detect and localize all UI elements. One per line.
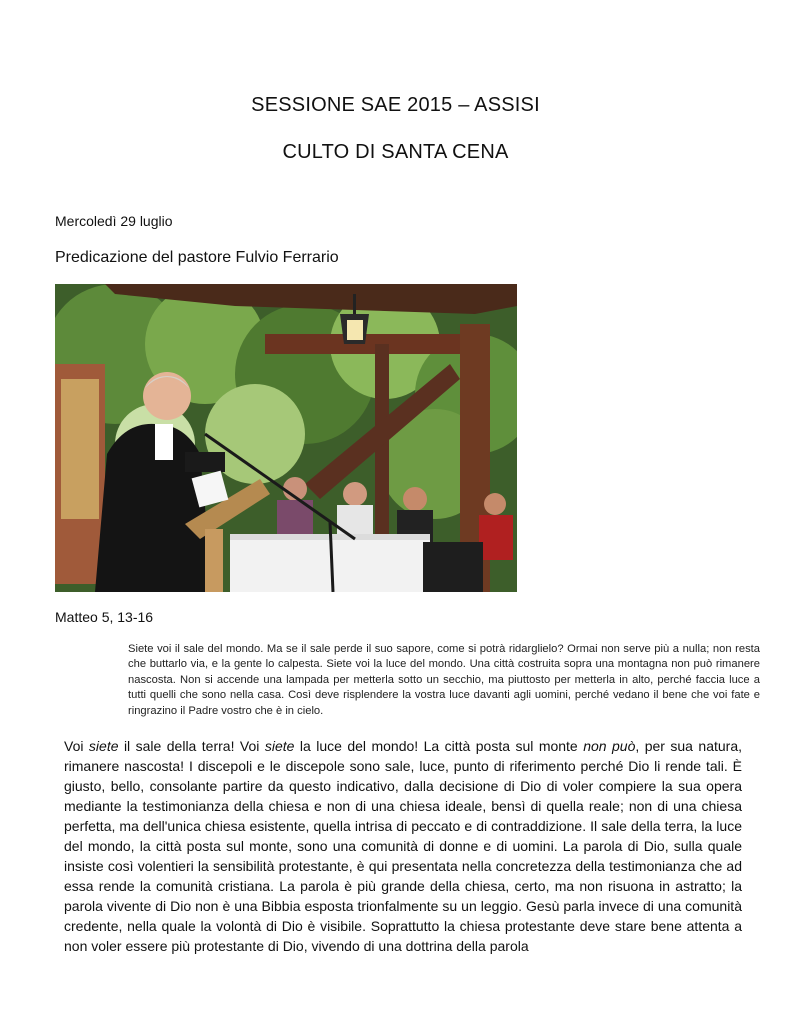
sermon-emphasis: siete — [88, 738, 119, 754]
sermon-text: la luce del mondo! La città posta sul monte — [294, 738, 584, 754]
scripture-quote: Siete voi il sale del mondo. Ma se il sale perde il suo sapore, come si potrà ridarglielo? Ormai non serve più a nulla; non resta che buttarlo via, e la gente lo calpesta. Siete voi la luce del mondo. Una città costruita sopra una montagna non può rimanere nascosta. Non si accende una lampada per metterla sotto un secchio, ma piuttosto per metterla in alto, perché faccia luce a tutti quelli che sono nella casa. Così deve risplendere la vostra luce davanti agli uomini, perché vedano il bene che voi fate e ringrazino il Padre vostro che è in cielo. — [128, 643, 760, 717]
sermon-text: il sale della terra! Voi — [118, 738, 265, 754]
sermon-paragraph — [64, 736, 742, 956]
sermon-emphasis: siete — [264, 738, 295, 754]
scripture-reference: Matteo 5, 13-16 — [55, 609, 154, 625]
preacher-line: Predicazione del pastore Fulvio Ferrario — [55, 249, 339, 266]
sermon-text: , per sua natura, rimanere nascosta! I discepoli e le discepole sono sale, luce, punto di riferimento perché Dio li rende tali. È giusto, bello, consolante partire da questo indicativo, dalla decisione di Dio di voler compiere la sua opera mediante la testimonianza della chiesa e non di una chiesa ideale, bensì di quella reale; non di una chiesa perfetta, ma dell'unica chiesa esistente, quella intrisa di peccato e di contraddizione. Il sale della terra, la luce del mondo, la città posta sul monte, sono una comunità di donne e di uomini. La parola di Dio, sulla quale insiste così volentieri la sensibilità protestante, è qui presentata nella concretezza della testimonianza che ad essa rende la comunità cristiana. La parola è più grande della chiesa, certo, ma non risuona in astratto; la parola vivente di Dio non è una Bibbia esposta trionfalmente su un leggio. Gesù parla invece di una comunità credente, nella quale la volontà di Dio è visibile. Soprattutto la chiesa protestante deve stare bene attenta a non voler essere più protestante di Dio, vivendo di una dottrina della parola — [64, 738, 742, 954]
page-title: SESSIONE SAE 2015 – ASSISI — [251, 94, 540, 116]
sermon-text: Voi — [64, 738, 89, 754]
sermon-emphasis: non può — [583, 738, 636, 754]
photo-preacher-at-lectern — [55, 284, 517, 592]
page-subtitle: CULTO DI SANTA CENA — [282, 141, 509, 163]
event-date: Mercoledì 29 luglio — [55, 213, 173, 229]
